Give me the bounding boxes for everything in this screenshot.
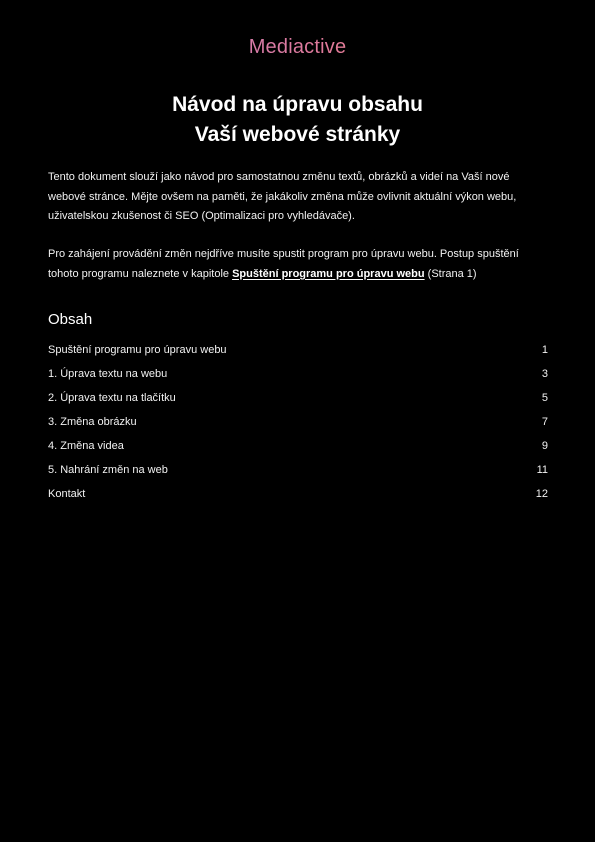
instructions-text-before: Pro zahájení provádění změn nejdříve musíte spustit program pro úpravu webu. Postup spuštění tohoto programu naleznete v kapitole xyxy=(48,248,519,280)
toc-item-page: 7 xyxy=(541,416,548,428)
toc-item-label: 4. Změna videa xyxy=(48,440,124,452)
document-title xyxy=(0,90,595,150)
toc-item[interactable] xyxy=(48,485,548,509)
toc-item-page: 11 xyxy=(536,464,548,476)
table-of-contents xyxy=(48,341,548,509)
toc-item[interactable] xyxy=(48,413,548,437)
instructions-text-after: (Strana 1) xyxy=(424,267,477,280)
toc-item[interactable] xyxy=(48,341,548,365)
toc-item[interactable] xyxy=(48,437,548,461)
toc-item-page: 1 xyxy=(541,344,548,356)
toc-item-label: 1. Úprava textu na webu xyxy=(48,368,168,380)
toc-item-label: 3. Změna obrázku xyxy=(48,416,137,428)
toc-item[interactable] xyxy=(48,389,548,413)
toc-heading: Obsah xyxy=(48,311,93,328)
instructions-paragraph xyxy=(48,245,548,284)
toc-item-label: 2. Úprava textu na tlačítku xyxy=(48,392,176,404)
document-title-line-1: Návod na úpravu obsahu xyxy=(172,93,423,116)
toc-item[interactable] xyxy=(48,365,548,389)
intro-paragraph: Tento dokument slouží jako návod pro samostatnou změnu textů, obrázků a videí na Vaší nové webové stránce. Mějte ovšem na paměti, že jakákoliv změna může ovlivnit aktuální výkon webu, uživatelskou zkušenost či SEO (Optimalizaci pro vyhledávače). xyxy=(48,171,517,222)
toc-item-label: 5. Nahrání změn na web xyxy=(48,464,168,476)
toc-item[interactable] xyxy=(48,461,548,485)
chapter-link-start-program[interactable]: Spuštění programu pro úpravu webu xyxy=(232,267,425,280)
toc-item-page: 5 xyxy=(541,392,548,404)
toc-item-label: Kontakt xyxy=(48,488,86,500)
toc-item-page: 12 xyxy=(535,488,548,500)
brand-logo: Mediactive xyxy=(0,36,595,59)
document-title-line-2: Vaší webové stránky xyxy=(194,123,401,146)
toc-item-page: 9 xyxy=(541,440,548,452)
toc-item-page: 3 xyxy=(541,368,548,380)
toc-item-label: Spuštění programu pro úpravu webu xyxy=(48,344,227,356)
